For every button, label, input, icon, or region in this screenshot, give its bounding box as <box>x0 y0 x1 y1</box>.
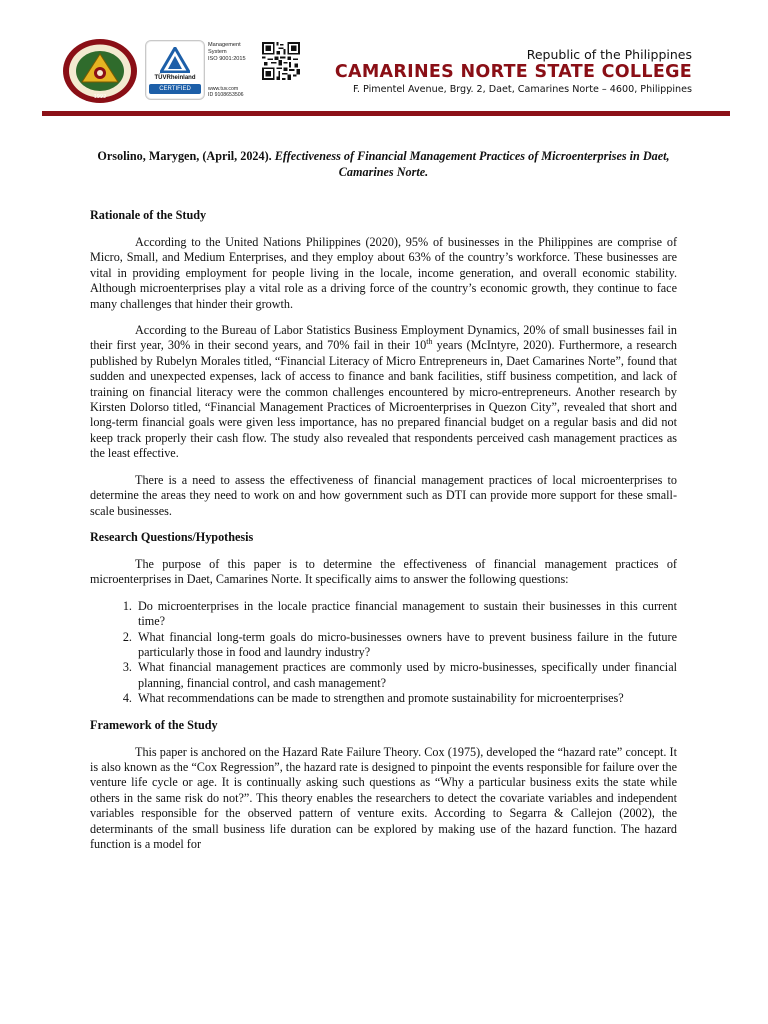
heading-rationale: Rationale of the Study <box>90 208 207 222</box>
superscript-th: th <box>426 337 433 347</box>
list-item: 4. What recommendations can be made to strengthen and promote sustainability for microenterprises? <box>135 691 677 706</box>
college-address: F. Pimentel Avenue, Brgy. 2, Daet, Camarines Norte – 4600, Philippines <box>352 84 692 95</box>
college-seal-logo <box>62 38 138 104</box>
paragraph-rationale-3: There is a need to assess the effectiveness of financial management practices of local microenterprises to determine the areas they need to work on and how government such as DTI can provide more support for these small-scale businesses. <box>90 472 677 518</box>
iso-id: ID 9108653506 <box>208 92 244 99</box>
document-body <box>90 148 677 863</box>
republic-line: Republic of the Philippines <box>526 47 692 62</box>
tuv-certification-badge <box>145 40 205 100</box>
heading-research-questions: Research Questions/Hypothesis <box>90 529 254 544</box>
list-item: 1. Do microenterprises in the locale practice financial management to sustain their businesses in this current time? <box>135 599 677 630</box>
letterhead-divider <box>42 111 730 116</box>
qr-code-icon <box>262 42 300 80</box>
iso-line-3: ISO 9001:2015 <box>208 55 246 62</box>
heading-framework: Framework of the Study <box>90 717 218 732</box>
list-item: 3. What financial management practices are commonly used by micro-businesses, specifically under financial planning, financial control, and cash management? <box>135 660 677 691</box>
tuv-certified-label: CERTIFIED <box>149 84 201 94</box>
paragraph-questions-intro: The purpose of this paper is to determine the effectiveness of financial management practices of microenterprises in Daet, Camarines Norte. It specifically aims to answer the following questions: <box>90 556 677 587</box>
paragraph-rationale-2a: According to the Bureau of Labor Statistics Business Employment Dynamics, 20% of small businesses fail in their first year, 30% in their second years, and 70% fail in their 10 <box>90 323 677 353</box>
tuv-brand-text: TÜVRheinland <box>154 75 196 81</box>
iso-line-2: System <box>208 48 227 55</box>
list-item: 2. What financial long-term goals do micro-businesses owners have to prevent business failure in the future particularly those in food and laundry industry? <box>135 630 677 661</box>
paragraph-rationale-2b: years (McIntyre, 2020). Furthermore, a research published by Rubelyn Morales titled, “Financial Literacy of Micro Entrepreneurs in, Daet Camarines Norte”, found that sudden and unexpected expenses, lack of access to finance and bank facilities, stiff business competition, and lack of training on financial literacy were the common challenges encountered by micro-entrepreneurs. Another research by Kirsten Dolorso titled, “Financial Management Practices of Microenterprises in Quezon City”, revealed that short and long-term financial goals were given less importance, has no prepared financial budget on a regular basis and did not keep track properly their cash flow. The study also revealed that respondents perceived cash management practices as the least effective. <box>90 338 677 461</box>
letterhead-title-block <box>335 47 692 96</box>
tuv-triangle-icon <box>160 47 190 73</box>
research-questions-list <box>90 599 677 707</box>
iso-url: www.tuv.com <box>208 86 239 92</box>
iso-system-text <box>208 42 246 62</box>
citation-title: Effectiveness of Financial Management Practices of Microenterprises in Daet, Camarines Norte. <box>274 149 670 179</box>
iso-id-text <box>208 86 243 99</box>
paragraph-rationale-1: According to the United Nations Philippines (2020), 95% of businesses in the Philippines are comprise of Micro, Small, and Medium Enterprises, and they employ about 63% of the country’s workforce. These businesses are vital in providing employment for people living in the locale, income generation, and overall economic stability. Although microenterprises play a vital role as a driving force of the country’s economic growth, they continue to face many challenges that hinder their growth. <box>90 235 677 311</box>
iso-line-1: Management <box>208 42 241 48</box>
seal-year: 1992 <box>93 94 107 100</box>
letterhead <box>0 0 768 120</box>
paragraph-framework-1: This paper is anchored on the Hazard Rate Failure Theory. Cox (1975), developed the “hazard rate” concept. It is also known as the “Cox Regression”, the hazard rate is designed to pinpoint the events responsible for failure over the venture life cycle or age. It is continually asking such questions as “Why a particular business exits the state while others in the same risk do not?”. This theory enables the researchers to detect the covariate variables and independent variables responsible for the observed pattern of venture exits. According to Segarra & Callejon (2002), the determinants of the small business life duration can be explored by making use of the hazard function. The hazard function is a model for <box>90 744 677 851</box>
citation <box>90 148 677 180</box>
paragraph-rationale-2 <box>90 323 677 462</box>
citation-authors: Orsolino, Marygen, (April, 2024). <box>97 149 272 163</box>
college-name: CAMARINES NORTE STATE COLLEGE <box>334 62 692 82</box>
